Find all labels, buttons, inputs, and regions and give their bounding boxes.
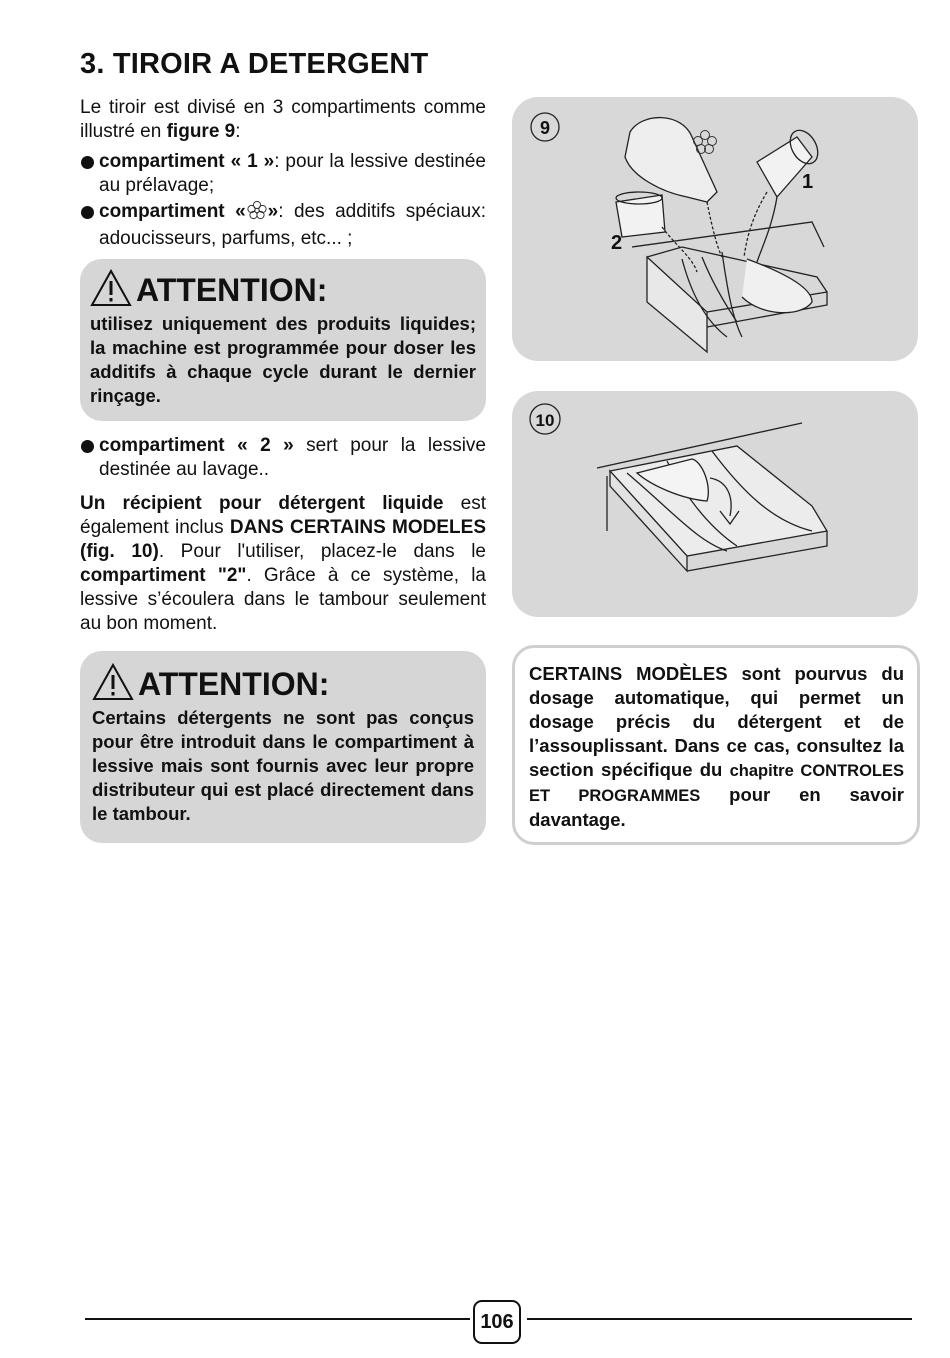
bullet-dot-icon (81, 206, 94, 219)
section-title: 3. TIROIR A DETERGENT (80, 48, 429, 80)
figure-ref: figure 9 (166, 121, 236, 142)
info-main: CERTAINS MODÈLES sont pourvus du dosage automatique, qui permet un dosage précis du détergent et de l’assouplissant. Dans ce cas, consultez la section spécifique du (529, 663, 904, 780)
footer-rule-right (527, 1318, 912, 1320)
figure-9-number: 9 (539, 118, 551, 138)
left-column (80, 96, 486, 251)
bullet-dot-icon (81, 440, 94, 453)
info-box-automatic-dosing (512, 645, 920, 845)
warning-triangle-icon (92, 663, 134, 706)
intro-text: Le tiroir est divisé en 3 compartiments comme illustré en (80, 97, 486, 142)
bold-text: Un récipient pour détergent liquide (80, 493, 444, 514)
footer-rule-left (85, 1318, 470, 1320)
bold-text: compartiment "2" (80, 565, 247, 586)
bullet-text: : pour la lessive destinée au prélavage; (99, 151, 486, 196)
liquid-container-paragraph (80, 492, 486, 636)
flower-icon (246, 200, 268, 227)
page-number: 106 (473, 1300, 521, 1344)
attention-heading (90, 269, 476, 312)
bullet-text: : des additifs spéciaux: adoucisseurs, parfums, etc... ; (99, 201, 487, 249)
body-text: est également inclus (80, 493, 486, 538)
attention-text: utilisez uniquement des produits liquides; la machine est programmée pour doser les additifs à chaque cycle durant le dernier rinçage. (90, 313, 476, 406)
intro-paragraph (80, 96, 486, 144)
bullet-compartment-1 (80, 150, 486, 198)
figure-9-illustration (512, 97, 918, 361)
bullet-label: compartiment « (99, 201, 246, 222)
bullet-label: compartiment « 1 » (99, 151, 275, 172)
bold-text: DANS CERTAINS MODELES (fig. 10) (80, 517, 486, 562)
figure-9-label-2: 2 (611, 232, 623, 254)
attention-box-1 (80, 259, 486, 421)
body-text: . Pour l'utiliser, placez-le dans le (158, 541, 486, 562)
left-column-lower (80, 434, 486, 636)
attention-heading-text: ATTENTION: (136, 272, 328, 308)
intro-end: : (235, 121, 241, 142)
body-text: . Grâce à ce système, la lessive s’écoulera dans le tambour seulement au bon moment. (80, 565, 486, 634)
bullet-label: compartiment « 2 » (99, 435, 294, 456)
figure-10-number: 10 (535, 411, 555, 430)
bullet-compartment-2 (80, 434, 486, 482)
info-end: pour en savoir davantage. (529, 784, 905, 830)
info-small: chapitre CONTROLES ET PROGRAMMES (529, 762, 905, 805)
attention-heading-text: ATTENTION: (138, 666, 330, 702)
attention-box-2 (80, 651, 486, 843)
figure-10 (512, 391, 918, 617)
bullet-dot-icon (81, 156, 94, 169)
figure-9-label-1: 1 (802, 171, 814, 193)
attention-text: Certains détergents ne sont pas conçus pour être introduit dans le compartiment à lessive mais sont fournis avec leur propre distributeur qui est placé directement dans le tambour. (92, 707, 474, 824)
attention-heading (92, 663, 474, 706)
figure-10-illustration (512, 391, 918, 617)
info-text (529, 662, 904, 832)
warning-triangle-icon (90, 269, 132, 312)
bullet-compartment-additives (80, 200, 486, 251)
bullet-text: sert pour la lessive destinée au lavage.. (99, 435, 487, 480)
flower-icon (694, 131, 717, 154)
bullet-label-end: » (267, 201, 279, 222)
figure-9 (512, 97, 918, 361)
